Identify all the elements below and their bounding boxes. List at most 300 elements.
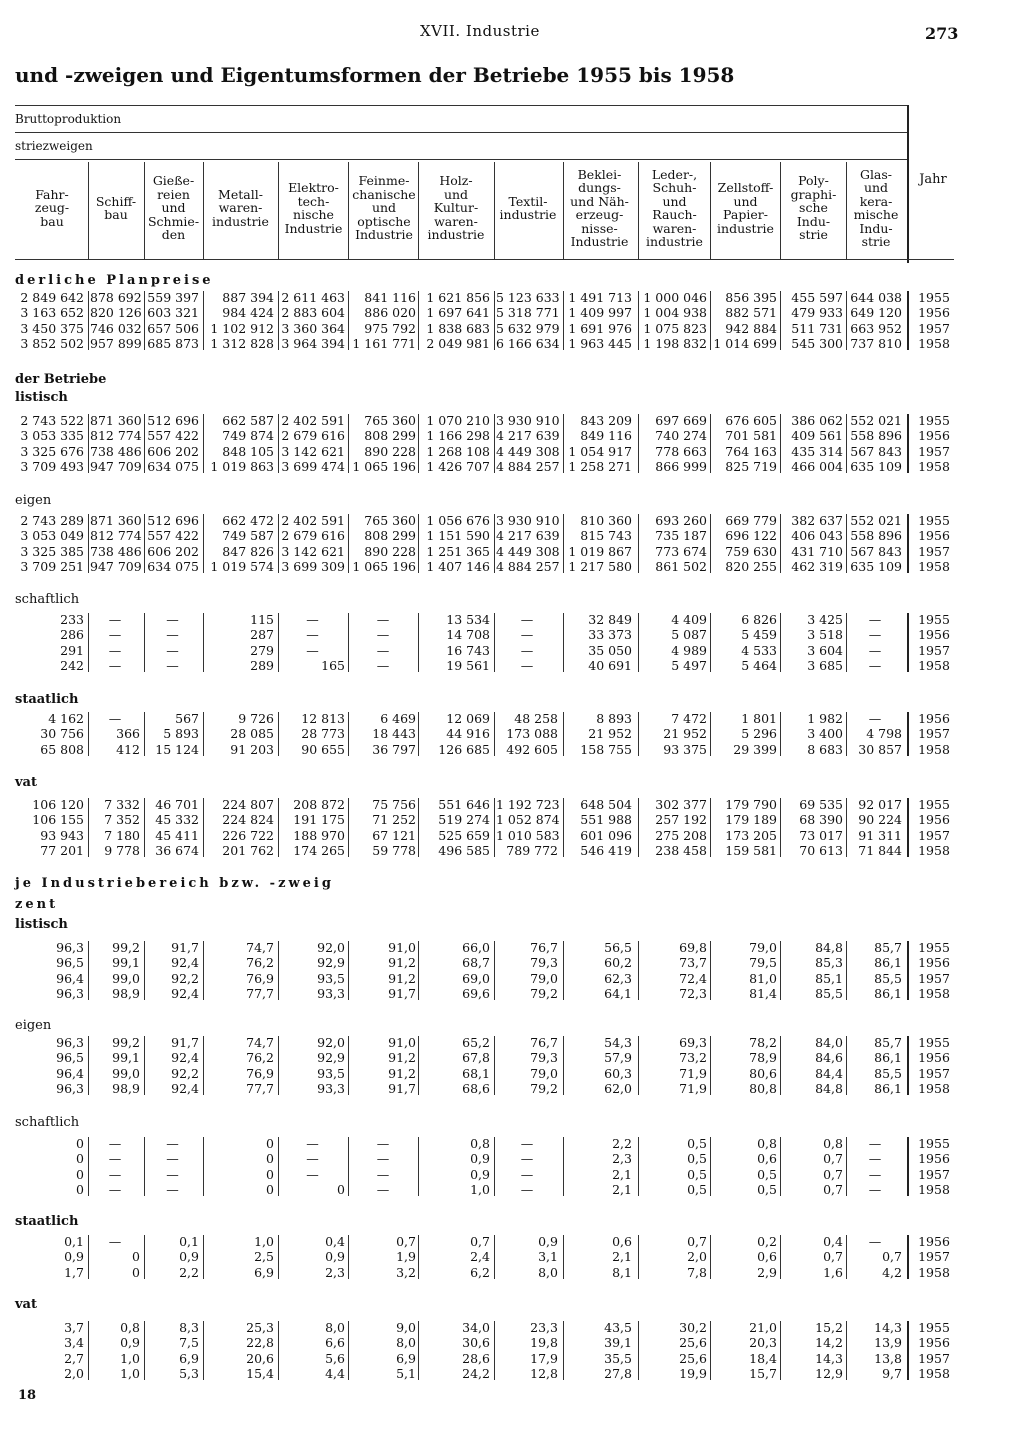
- table-row: [0, 559, 1024, 574]
- table-cell: 740 274: [655, 428, 707, 444]
- page-title: und -zweigen und Eigentumsformen der Betriebe 1955 bis 1958: [15, 63, 735, 87]
- table-cell: 77,7: [246, 985, 274, 1001]
- table-cell: 66,0: [462, 940, 490, 955]
- table-cell: 76,9: [246, 970, 274, 986]
- table-row: [0, 1182, 1024, 1197]
- table-cell: 0,5: [687, 1181, 707, 1197]
- table-row: [0, 336, 1024, 351]
- table-cell: 36 797: [372, 741, 416, 757]
- table-cell: 2 743 289: [20, 513, 84, 528]
- table-row: [0, 1351, 1024, 1366]
- table-cell: 406 043: [791, 528, 843, 544]
- year-cell: 1957: [918, 1065, 950, 1081]
- table-cell: 33 373: [588, 627, 632, 643]
- table-cell: 91,7: [171, 940, 199, 955]
- table-cell: 0,4: [823, 1234, 843, 1249]
- table-cell: 96,5: [56, 1050, 84, 1066]
- table-cell: 0,7: [823, 1166, 843, 1182]
- table-cell: —: [166, 1151, 179, 1167]
- table-cell: —: [376, 657, 390, 673]
- section-listisch-pct: listisch: [15, 917, 68, 932]
- table-cell: 9 726: [238, 711, 274, 726]
- table-cell: 79,0: [749, 940, 777, 955]
- table-cell: 2,2: [612, 1136, 632, 1151]
- year-cell: 1955: [918, 1136, 950, 1151]
- table-cell: 1 075 823: [643, 320, 707, 336]
- year-cell: 1955: [918, 1320, 950, 1335]
- table-cell: 46 701: [155, 797, 199, 812]
- column-header-line: nisse-: [581, 220, 618, 236]
- year-cell: 1957: [918, 827, 950, 843]
- table-cell: 4 449 308: [496, 443, 560, 459]
- table-cell: 492 605: [506, 741, 558, 757]
- table-cell: 287: [250, 627, 274, 643]
- table-cell: 16 743: [446, 642, 490, 658]
- table-cell: —: [868, 642, 882, 658]
- table-cell: 764 163: [725, 443, 777, 459]
- table-cell: 567 843: [850, 543, 902, 559]
- table-cell: 91,2: [388, 1065, 416, 1081]
- table-cell: 0: [266, 1181, 274, 1197]
- table-cell: 60,2: [604, 955, 632, 971]
- table-cell: 3 709 493: [20, 458, 84, 474]
- table-cell: 0,1: [64, 1234, 84, 1249]
- table-row: [0, 544, 1024, 559]
- column-header-line: und: [863, 180, 889, 195]
- table-cell: 279: [250, 642, 274, 658]
- table-cell: 696 122: [725, 528, 777, 544]
- table-cell: 0: [266, 1166, 274, 1182]
- table-cell: 1 838 683: [426, 320, 490, 336]
- column-header-line: nische: [293, 207, 334, 222]
- table-cell: —: [376, 627, 390, 643]
- table-cell: 81,4: [749, 985, 777, 1001]
- table-cell: 0: [132, 1264, 140, 1280]
- table-cell: 80,6: [749, 1065, 777, 1081]
- header-bottom-rule: [15, 259, 954, 260]
- table-cell: 64,1: [604, 985, 632, 1001]
- table-cell: 1,0: [254, 1234, 274, 1249]
- table-cell: 233: [60, 612, 84, 627]
- table-cell: 93 375: [663, 741, 707, 757]
- table-cell: 2,2: [179, 1264, 199, 1280]
- year-cell: 1956: [918, 1234, 950, 1249]
- column-header-text: [352, 174, 415, 242]
- table-cell: 9 778: [104, 842, 140, 858]
- column-header-line: Holz-: [439, 173, 473, 189]
- table-cell: 6 826: [741, 612, 777, 627]
- table-cell: 0,9: [470, 1151, 490, 1167]
- table-cell: —: [520, 642, 534, 658]
- table-cell: 2 402 591: [281, 413, 345, 428]
- table-cell: 975 792: [364, 320, 416, 336]
- table-cell: 6,6: [325, 1335, 345, 1351]
- table-cell: 70 613: [799, 842, 843, 858]
- table-cell: 93,5: [317, 970, 345, 986]
- table-row: [0, 1366, 1024, 1381]
- table-row: [0, 305, 1024, 320]
- table-cell: 43,5: [604, 1320, 632, 1335]
- table-cell: 84,4: [815, 1065, 843, 1081]
- table-cell: 382 637: [791, 513, 843, 528]
- column-header-line: Poly-: [798, 173, 829, 189]
- table-cell: 0: [132, 1249, 140, 1265]
- table-cell: 96,3: [56, 1035, 84, 1050]
- table-cell: 0,7: [823, 1249, 843, 1265]
- column-header: [780, 162, 847, 254]
- year-cell: 1958: [918, 1181, 950, 1197]
- table-cell: 179 790: [725, 797, 777, 812]
- table-cell: 85,7: [874, 940, 902, 955]
- table-cell: —: [868, 657, 882, 673]
- table-cell: 0,5: [687, 1166, 707, 1182]
- column-header-line: graphi-: [790, 186, 837, 202]
- table-cell: 3 053 335: [20, 428, 84, 444]
- year-cell: 1957: [918, 726, 950, 742]
- table-cell: 462 319: [791, 558, 843, 574]
- table-cell: 76,9: [246, 1065, 274, 1081]
- table-cell: 7 472: [671, 711, 707, 726]
- table-cell: 3 852 502: [20, 335, 84, 351]
- table-cell: 887 394: [222, 290, 274, 305]
- table-cell: —: [166, 627, 179, 643]
- table-cell: 1 691 976: [568, 320, 632, 336]
- year-cell: 1955: [918, 1035, 950, 1050]
- section-planpreise: derliche Planpreise: [15, 273, 214, 288]
- table-cell: 54,3: [604, 1035, 632, 1050]
- table-cell: 76,2: [246, 1050, 274, 1066]
- column-header-line: waren-: [434, 213, 478, 229]
- table-cell: 412: [116, 741, 140, 757]
- table-cell: 90 655: [301, 741, 345, 757]
- table-cell: 551 646: [438, 797, 490, 812]
- table-cell: 759 630: [725, 543, 777, 559]
- table-cell: 86,1: [874, 1050, 902, 1066]
- table-cell: 201 762: [222, 842, 274, 858]
- table-cell: 0,8: [470, 1136, 490, 1151]
- table-cell: 1,0: [120, 1365, 140, 1381]
- table-cell: 224 807: [222, 797, 274, 812]
- table-cell: 3 360 364: [281, 320, 345, 336]
- table-cell: 69,0: [462, 970, 490, 986]
- table-cell: 13,9: [874, 1335, 902, 1351]
- table-cell: 409 561: [791, 428, 843, 444]
- table-cell: 3 142 621: [281, 543, 345, 559]
- table-cell: 68,7: [462, 955, 490, 971]
- table-cell: 85,1: [815, 970, 843, 986]
- section-vat: vat: [15, 775, 37, 790]
- table-cell: 1 019 574: [210, 558, 274, 574]
- column-header: [418, 162, 494, 254]
- column-separator: [563, 162, 564, 259]
- table-cell: 0,9: [64, 1249, 84, 1265]
- table-cell: —: [306, 642, 319, 658]
- column-header-line: tech-: [297, 193, 330, 209]
- table-cell: 1 065 196: [352, 458, 416, 474]
- table-row: [0, 1151, 1024, 1166]
- table-row: [0, 1234, 1024, 1249]
- column-header-line: Metall-: [218, 186, 263, 202]
- table-cell: 878 692: [90, 290, 142, 305]
- table-cell: 649 120: [850, 305, 902, 321]
- section-staatlich-pct: staatlich: [15, 1214, 79, 1229]
- table-cell: 558 896: [850, 428, 902, 444]
- table-cell: 79,0: [530, 970, 558, 986]
- table-cell: 59 778: [372, 842, 416, 858]
- table-cell: 7,5: [179, 1335, 199, 1351]
- table-cell: 455 597: [791, 290, 843, 305]
- table-cell: 2,3: [325, 1264, 345, 1280]
- table-cell: 81,0: [749, 970, 777, 986]
- table-cell: 9,0: [396, 1320, 416, 1335]
- table-row: [0, 428, 1024, 443]
- table-cell: 68 390: [799, 812, 843, 828]
- table-cell: 606 202: [147, 543, 199, 559]
- table-cell: 0: [76, 1136, 84, 1151]
- year-cell: 1958: [918, 985, 950, 1001]
- table-cell: 5 318 771: [496, 305, 560, 321]
- table-cell: 91,0: [388, 940, 416, 955]
- column-header-line: Schuh-: [652, 180, 697, 195]
- page-header: [0, 22, 1024, 44]
- table-row: [0, 528, 1024, 543]
- year-cell: 1958: [918, 458, 950, 474]
- table-cell: 648 504: [580, 797, 632, 812]
- table-cell: 96,4: [56, 970, 84, 986]
- column-separator: [846, 162, 847, 259]
- column-header-line: bau: [104, 207, 128, 222]
- table-cell: 76,7: [530, 940, 558, 955]
- table-cell: 3 930 910: [496, 413, 560, 428]
- table-cell: 21 952: [663, 726, 707, 742]
- table-cell: 75 756: [372, 797, 416, 812]
- table-cell: 0,5: [687, 1151, 707, 1167]
- table-cell: 1 014 699: [713, 335, 777, 351]
- table-cell: —: [108, 711, 122, 726]
- table-cell: 80,8: [749, 1080, 777, 1096]
- table-cell: 512 696: [147, 413, 199, 428]
- column-header-line: Papier-: [723, 207, 768, 222]
- table-cell: 13,8: [874, 1350, 902, 1366]
- table-cell: 19 561: [446, 657, 490, 673]
- column-separator: [203, 162, 204, 259]
- table-cell: 0,9: [120, 1335, 140, 1351]
- table-cell: 545 300: [791, 335, 843, 351]
- table-cell: —: [108, 1136, 122, 1151]
- column-header-line: Schmie-: [147, 213, 200, 229]
- zweige-rule: [15, 159, 909, 160]
- table-cell: 27,8: [604, 1365, 632, 1381]
- table-cell: 5 459: [741, 627, 777, 643]
- table-cell: 2 849 642: [20, 290, 84, 305]
- table-cell: —: [520, 612, 534, 627]
- table-cell: 1 019 867: [568, 543, 632, 559]
- table-cell: 92,2: [171, 970, 199, 986]
- table-cell: —: [108, 642, 122, 658]
- table-cell: 810 360: [580, 513, 632, 528]
- table-cell: 188 970: [293, 827, 345, 843]
- table-cell: 173 205: [725, 827, 777, 843]
- table-cell: 2 611 463: [281, 290, 345, 305]
- table-cell: 849 116: [580, 428, 632, 444]
- table-cell: 1 019 863: [210, 458, 274, 474]
- year-cell: 1956: [918, 711, 950, 726]
- table-row: [0, 986, 1024, 1001]
- table-cell: 559 397: [147, 290, 199, 305]
- table-cell: 1 491 713: [568, 290, 632, 305]
- year-cell: 1957: [918, 642, 950, 658]
- table-cell: 96,4: [56, 1065, 84, 1081]
- table-cell: 174 265: [293, 842, 345, 858]
- column-header-line: mische: [853, 207, 899, 222]
- table-cell: —: [376, 612, 390, 627]
- table-cell: 275 208: [655, 827, 707, 843]
- table-cell: 4 884 257: [496, 458, 560, 474]
- table-cell: 257 192: [655, 812, 707, 828]
- table-cell: 808 299: [364, 428, 416, 444]
- table-cell: 2 679 616: [281, 428, 345, 444]
- table-row: [0, 1035, 1024, 1050]
- page-number: 273: [925, 24, 959, 43]
- table-cell: —: [520, 1151, 534, 1167]
- table-cell: 0,7: [882, 1249, 902, 1265]
- table-cell: 15,4: [246, 1365, 274, 1381]
- table-cell: 286: [60, 627, 84, 643]
- column-header-line: Glas-: [859, 166, 893, 182]
- table-cell: 957 899: [90, 335, 142, 351]
- table-cell: 0: [266, 1151, 274, 1167]
- table-cell: 567: [175, 711, 199, 726]
- table-cell: 302 377: [655, 797, 707, 812]
- table-cell: 871 360: [90, 513, 142, 528]
- table-cell: 91 311: [858, 827, 902, 843]
- table-cell: 812 774: [90, 528, 142, 544]
- column-header-line: strie: [799, 227, 828, 243]
- table-row: [0, 1335, 1024, 1350]
- table-cell: 92,0: [317, 940, 345, 955]
- table-cell: 856 395: [725, 290, 777, 305]
- table-cell: —: [166, 1166, 179, 1182]
- column-header-line: und: [443, 186, 469, 202]
- table-cell: 5 087: [671, 627, 707, 643]
- table-cell: 6,2: [470, 1264, 490, 1280]
- table-cell: 1 192 723: [496, 797, 560, 812]
- table-cell: 7 180: [104, 827, 140, 843]
- table-cell: 173 088: [506, 726, 558, 742]
- table-cell: —: [868, 1136, 882, 1151]
- table-row: [0, 742, 1024, 757]
- table-cell: 663 952: [850, 320, 902, 336]
- table-cell: 86,1: [874, 1080, 902, 1096]
- table-cell: 1,7: [64, 1264, 84, 1280]
- table-cell: 69,6: [462, 985, 490, 1001]
- table-row: [0, 1081, 1024, 1096]
- table-cell: 4,4: [325, 1365, 345, 1381]
- column-header-line: dungs-: [578, 180, 621, 195]
- table-cell: 92,9: [317, 1050, 345, 1066]
- table-cell: 1 621 856: [426, 290, 490, 305]
- table-cell: 25,6: [679, 1350, 707, 1366]
- table-cell: 815 743: [580, 528, 632, 544]
- table-cell: 1 258 271: [568, 458, 632, 474]
- column-header-line: und: [662, 193, 687, 209]
- table-cell: 0,9: [325, 1249, 345, 1265]
- table-cell: 0,8: [757, 1136, 777, 1151]
- table-cell: 8,0: [396, 1335, 416, 1351]
- table-cell: 65 808: [40, 741, 84, 757]
- table-cell: 2,1: [612, 1166, 632, 1182]
- table-cell: 62,3: [604, 970, 632, 986]
- table-cell: 91,0: [388, 1035, 416, 1050]
- table-cell: 96,3: [56, 985, 84, 1001]
- table-cell: 552 021: [850, 413, 902, 428]
- table-cell: 1 000 046: [643, 290, 707, 305]
- table-cell: 92,2: [171, 1065, 199, 1081]
- year-cell: 1958: [918, 558, 950, 574]
- table-cell: 1 056 676: [426, 513, 490, 528]
- table-cell: 386 062: [791, 413, 843, 428]
- table-cell: 567 843: [850, 443, 902, 459]
- column-header-text: [646, 168, 703, 249]
- table-cell: 2,1: [612, 1249, 632, 1265]
- table-cell: 71 844: [858, 842, 902, 858]
- table-cell: —: [868, 1181, 882, 1197]
- table-cell: 1 407 146: [426, 558, 490, 574]
- column-header: [710, 162, 781, 254]
- table-cell: 20,6: [246, 1350, 274, 1366]
- table-cell: 8,0: [325, 1320, 345, 1335]
- table-cell: 1 010 583: [496, 827, 560, 843]
- table-cell: 7 352: [104, 812, 140, 828]
- table-cell: 92,0: [317, 1035, 345, 1050]
- table-cell: 6,9: [396, 1350, 416, 1366]
- table-row: [0, 627, 1024, 642]
- table-cell: 9,7: [882, 1365, 902, 1381]
- table-row: [0, 955, 1024, 970]
- year-cell: 1958: [918, 1080, 950, 1096]
- table-cell: 28 773: [301, 726, 345, 742]
- table-cell: 1 166 298: [426, 428, 490, 444]
- year-cell: 1957: [918, 543, 950, 559]
- year-cell: 1958: [918, 842, 950, 858]
- table-cell: 820 255: [725, 558, 777, 574]
- table-cell: —: [166, 1136, 179, 1151]
- table-cell: 3 325 385: [20, 543, 84, 559]
- table-row: [0, 940, 1024, 955]
- table-cell: 68,6: [462, 1080, 490, 1096]
- table-cell: 36 674: [155, 842, 199, 858]
- section-eigen-pct: eigen: [15, 1018, 52, 1033]
- table-cell: 8 683: [807, 741, 843, 757]
- table-cell: 79,2: [530, 985, 558, 1001]
- table-cell: 0,7: [823, 1181, 843, 1197]
- year-cell: 1956: [918, 428, 950, 444]
- table-cell: 14,2: [815, 1335, 843, 1351]
- column-separator: [780, 162, 781, 259]
- column-separator: [144, 162, 145, 259]
- table-cell: 77 201: [40, 842, 84, 858]
- table-cell: —: [520, 657, 534, 673]
- column-header-line: und: [733, 193, 758, 209]
- table-cell: 29 399: [733, 741, 777, 757]
- column-header-line: und Näh-: [570, 193, 629, 209]
- table-cell: 74,7: [246, 1035, 274, 1050]
- table-cell: 191 175: [293, 812, 345, 828]
- column-header-line: industrie: [499, 207, 557, 222]
- jahr-header: Jahr: [919, 172, 947, 187]
- table-cell: 69,3: [679, 1035, 707, 1050]
- table-cell: 21,0: [749, 1320, 777, 1335]
